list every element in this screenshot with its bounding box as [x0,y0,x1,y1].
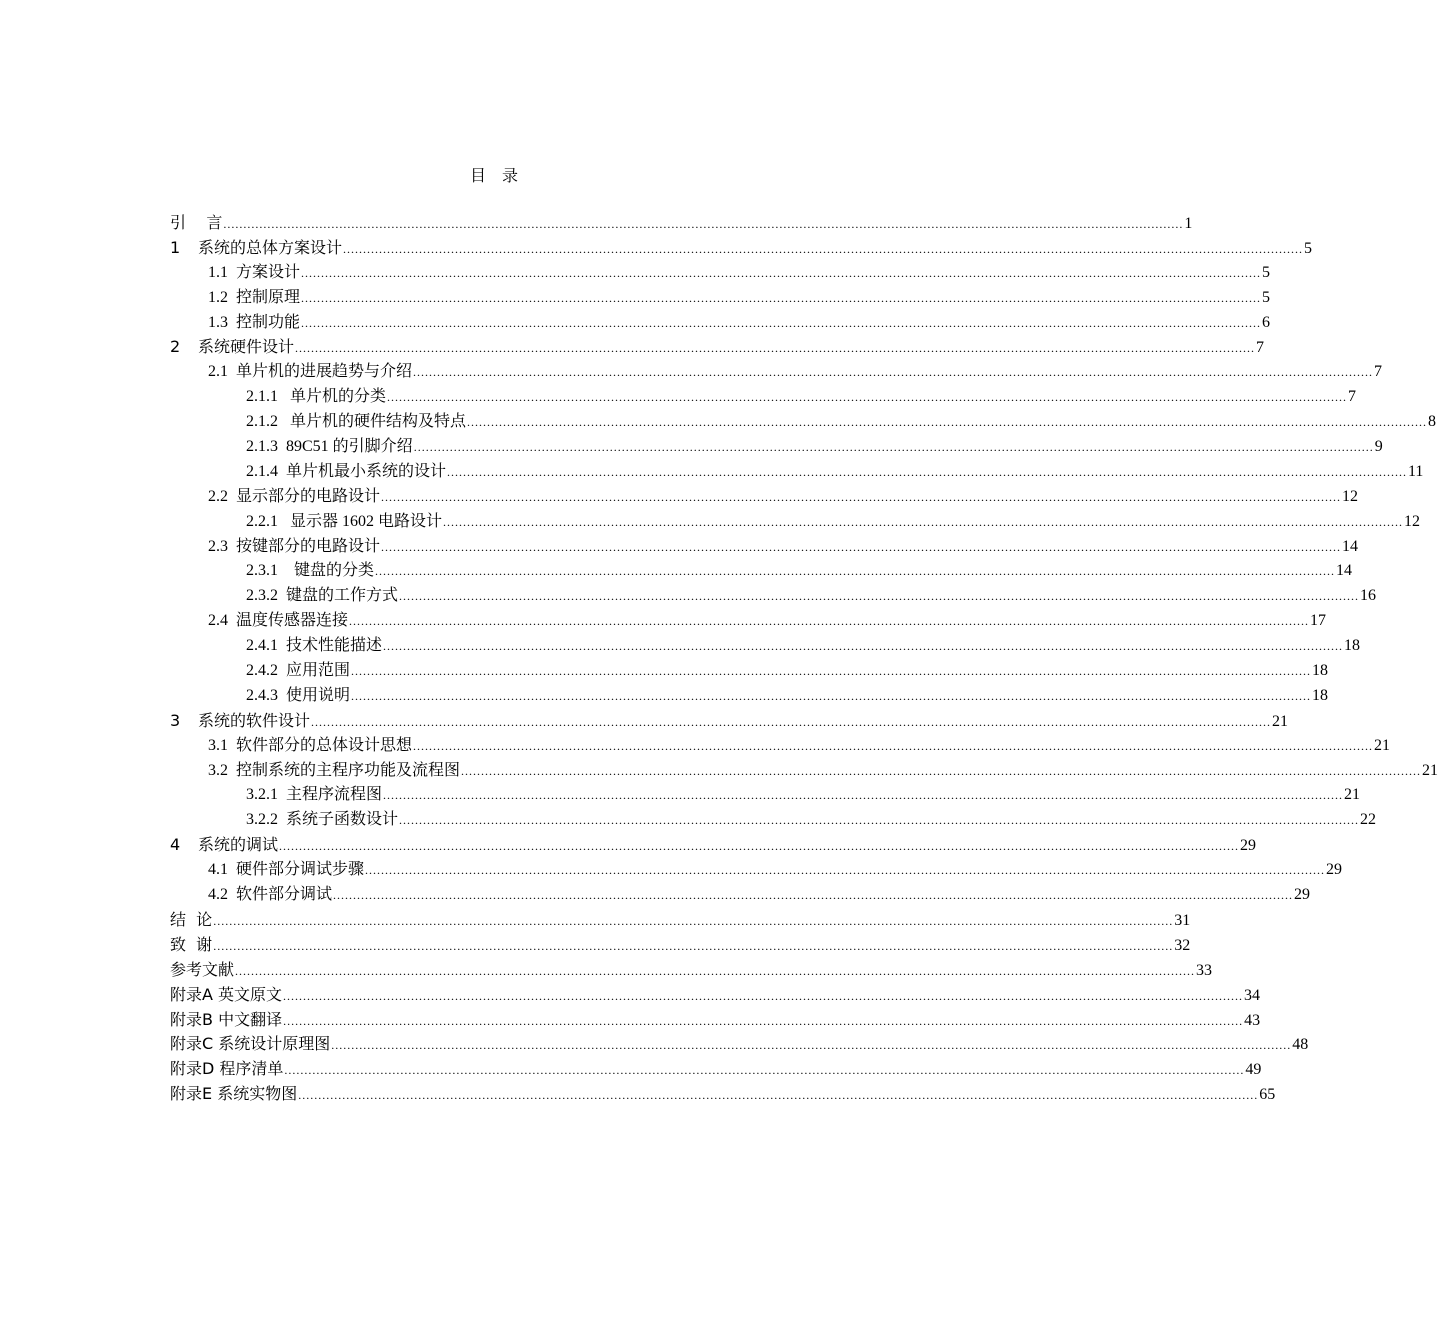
toc-entry-page: 5 [1262,288,1271,306]
toc-entry-number: 2.1.2 [246,413,278,431]
toc-entry-number: 2.1.1 [246,388,278,406]
toc-entry [170,1032,1309,1057]
toc-entry-label: 方案设计 [236,263,301,281]
toc-entry [170,908,1191,933]
toc-entry [170,808,1377,833]
dot-leader: ................................................................................................................................................................................................................................................ [213,913,1174,928]
toc-entry-page: 8 [1428,413,1437,431]
toc-entry-label: 控制功能 [236,313,301,331]
dot-leader: ................................................................................................................................................................................................................................................ [351,664,1312,679]
toc-entry-page: 14 [1342,537,1359,555]
dot-leader: ................................................................................................................................................................................................................................................ [301,290,1262,305]
toc-entry-page: 21 [1422,761,1438,779]
toc-entry-label: 附录D 程序清单 [170,1059,284,1079]
dot-leader: ................................................................................................................................................................................................................................................ [311,714,1272,729]
toc-entry-label: 附录A 英文原文 [170,984,283,1004]
toc-entry [170,236,1313,261]
toc-entry-page: 12 [1342,487,1359,505]
toc-entry-number: 1 [170,237,181,257]
toc-entry-label: 89C51 的引脚介绍 [286,438,413,456]
toc-entry-label: 附录B 中文翻译 [170,1009,283,1029]
toc-entry-page: 18 [1344,637,1361,655]
toc-entry [170,385,1357,410]
toc-entry-page: 12 [1404,512,1421,530]
toc-entry-label: 技术性能描述 [286,637,383,655]
toc-entry [170,460,1424,485]
toc-entry-label: 附录C 系统设计原理图 [170,1034,331,1054]
dot-leader: ................................................................................................................................................................................................................................................ [467,415,1428,430]
toc-entry-page: 17 [1310,612,1327,630]
toc-entry-label: 结 论 [170,909,213,929]
table-of-contents [170,211,1438,1107]
toc-entry-label: 引 言 [170,213,223,232]
dot-leader: ................................................................................................................................................................................................................................................ [279,839,1240,854]
toc-entry-page: 49 [1245,1061,1262,1079]
toc-entry-number: 2.1.4 [246,462,278,480]
toc-entry-number: 2.4 [208,612,228,630]
toc-entry-page: 1 [1184,215,1193,232]
toc-entry-page: 29 [1294,886,1311,904]
toc-entry-label: 单片机最小系统的设计 [286,462,447,480]
toc-entry [170,311,1271,336]
toc-entry [170,510,1421,535]
toc-entry-label: 系统的调试 [198,835,279,855]
toc-entry-label: 参考文献 [170,959,235,979]
toc-entry-page: 32 [1174,936,1191,954]
dot-leader: ................................................................................................................................................................................................................................................ [343,241,1304,256]
toc-entry-page: 34 [1244,986,1261,1004]
toc-entry-label: 软件部分的总体设计思想 [236,736,413,754]
toc-entry-label: 系统子函数设计 [286,811,399,829]
toc-entry [170,609,1327,634]
toc-entry-page: 21 [1272,712,1289,730]
toc-entry [170,958,1213,983]
toc-entry-label: 控制原理 [236,288,301,306]
toc-entry-label: 系统硬件设计 [198,337,295,357]
toc-entry-label: 系统的总体方案设计 [198,237,343,257]
toc-entry [170,535,1359,560]
toc-entry-number: 3.2 [208,761,228,779]
toc-entry-number: 1.1 [208,263,228,281]
dot-leader: ................................................................................................................................................................................................................................................ [298,1088,1259,1103]
toc-entry-page: 14 [1336,562,1353,580]
toc-entry-page: 21 [1374,736,1391,754]
toc-entry-label: 显示器 1602 电路设计 [286,512,443,530]
toc-entry-number: 2.4.2 [246,662,278,680]
toc-entry-page: 6 [1262,313,1271,331]
dot-leader: ................................................................................................................................................................................................................................................ [295,341,1256,356]
dot-leader: ................................................................................................................................................................................................................................................ [381,539,1342,554]
dot-leader: ................................................................................................................................................................................................................................................ [383,639,1344,654]
toc-entry [170,1008,1261,1033]
toc-entry-number: 4.1 [208,861,228,879]
dot-leader: ................................................................................................................................................................................................................................................ [375,564,1336,579]
toc-entry-label: 按键部分的电路设计 [236,537,381,555]
toc-entry-number: 2.2 [208,487,228,505]
toc-entry-label: 温度传感器连接 [236,612,349,630]
toc-entry [170,858,1343,883]
toc-entry-label: 控制系统的主程序功能及流程图 [236,761,461,779]
toc-title: 目 录 [469,168,518,185]
toc-entry [170,435,1383,460]
toc-entry-label: 软件部分调试 [236,886,333,904]
dot-leader: ................................................................................................................................................................................................................................................ [349,614,1310,629]
toc-entry-page: 22 [1360,811,1377,829]
toc-entry-label: 主程序流程图 [286,786,383,804]
toc-entry [170,261,1271,286]
toc-entry [170,1082,1276,1107]
toc-entry [170,211,1193,236]
toc-entry [170,759,1438,784]
dot-leader: ................................................................................................................................................................................................................................................ [213,938,1174,953]
toc-entry-page: 5 [1304,239,1313,257]
dot-leader: ................................................................................................................................................................................................................................................ [331,1038,1292,1053]
toc-entry-number: 2.3 [208,537,228,555]
toc-entry [170,684,1329,709]
toc-entry-number: 1.2 [208,288,228,306]
dot-leader: ................................................................................................................................................................................................................................................ [223,217,1184,231]
toc-entry-page: 16 [1360,587,1377,605]
toc-entry-number: 3 [170,710,181,730]
toc-entry-number: 2 [170,337,181,357]
toc-entry-number: 2.1.3 [246,438,278,456]
toc-entry-page: 43 [1244,1011,1261,1029]
toc-entry [170,360,1383,385]
dot-leader: ................................................................................................................................................................................................................................................ [413,365,1374,380]
toc-entry-number: 2.4.1 [246,637,278,655]
dot-leader: ................................................................................................................................................................................................................................................ [443,514,1404,529]
toc-entry [170,410,1437,435]
toc-entry [170,485,1359,510]
toc-entry-label: 显示部分的电路设计 [236,487,381,505]
toc-entry-label: 键盘的分类 [286,562,375,580]
toc-entry-page: 29 [1240,837,1257,855]
toc-entry-label: 单片机的硬件结构及特点 [286,413,467,431]
toc-entry [170,584,1377,609]
dot-leader: ................................................................................................................................................................................................................................................ [381,489,1342,504]
toc-entry-number: 4 [170,835,181,855]
toc-entry-label: 系统的软件设计 [198,710,311,730]
toc-entry [170,559,1353,584]
toc-entry-label: 单片机的进展趋势与介绍 [236,363,413,381]
toc-entry-page: 31 [1174,911,1191,929]
toc-entry-page: 7 [1374,363,1383,381]
toc-entry-label: 应用范围 [286,662,351,680]
dot-leader: ................................................................................................................................................................................................................................................ [399,589,1360,604]
toc-entry-label: 附录E 系统实物图 [170,1084,298,1104]
dot-leader: ................................................................................................................................................................................................................................................ [399,813,1360,828]
toc-entry [170,709,1289,734]
toc-entry-label: 致 谢 [170,934,213,954]
toc-entry-number: 2.3.2 [246,587,278,605]
toc-entry [170,634,1361,659]
toc-entry-page: 7 [1348,388,1357,406]
dot-leader: ................................................................................................................................................................................................................................................ [447,464,1408,479]
toc-entry-label: 键盘的工作方式 [286,587,399,605]
dot-leader: ................................................................................................................................................................................................................................................ [284,1063,1245,1078]
toc-entry-page: 18 [1312,686,1329,704]
dot-leader: ................................................................................................................................................................................................................................................ [235,963,1196,978]
toc-entry-number: 4.2 [208,886,228,904]
toc-entry-page: 48 [1292,1036,1309,1054]
dot-leader: ................................................................................................................................................................................................................................................ [413,738,1374,753]
dot-leader: ................................................................................................................................................................................................................................................ [283,1013,1244,1028]
toc-entry-number: 1.3 [208,313,228,331]
toc-entry [170,783,1361,808]
dot-leader: ................................................................................................................................................................................................................................................ [365,863,1326,878]
toc-entry [170,335,1265,360]
dot-leader: ................................................................................................................................................................................................................................................ [351,688,1312,703]
toc-entry-page: 11 [1408,462,1424,480]
dot-leader: ................................................................................................................................................................................................................................................ [283,988,1244,1003]
toc-entry [170,286,1271,311]
toc-entry-number: 3.2.1 [246,786,278,804]
toc-entry-number: 3.1 [208,736,228,754]
dot-leader: ................................................................................................................................................................................................................................................ [413,440,1374,455]
dot-leader: ................................................................................................................................................................................................................................................ [461,763,1422,778]
toc-entry-page: 9 [1374,438,1383,456]
toc-entry [170,659,1329,684]
dot-leader: ................................................................................................................................................................................................................................................ [333,888,1294,903]
toc-entry-page: 21 [1344,786,1361,804]
toc-entry-page: 65 [1259,1086,1276,1104]
toc-entry [170,933,1191,958]
toc-entry-page: 7 [1256,339,1265,357]
dot-leader: ................................................................................................................................................................................................................................................ [301,265,1262,280]
dot-leader: ................................................................................................................................................................................................................................................ [301,315,1262,330]
toc-entry [170,1057,1262,1082]
toc-entry-page: 18 [1312,662,1329,680]
dot-leader: ................................................................................................................................................................................................................................................ [387,390,1348,405]
toc-entry-number: 2.4.3 [246,686,278,704]
toc-entry [170,883,1311,908]
toc-entry [170,734,1391,759]
toc-entry-number: 3.2.2 [246,811,278,829]
toc-entry [170,983,1261,1008]
toc-entry [170,833,1257,858]
toc-entry-label: 单片机的分类 [286,388,387,406]
toc-entry-page: 33 [1196,961,1213,979]
toc-entry-number: 2.2.1 [246,512,278,530]
toc-entry-page: 5 [1262,263,1271,281]
toc-entry-page: 29 [1326,861,1343,879]
toc-entry-number: 2.3.1 [246,562,278,580]
dot-leader: ................................................................................................................................................................................................................................................ [383,788,1344,803]
toc-entry-label: 硬件部分调试步骤 [236,861,365,879]
toc-entry-label: 使用说明 [286,686,351,704]
toc-entry-number: 2.1 [208,363,228,381]
